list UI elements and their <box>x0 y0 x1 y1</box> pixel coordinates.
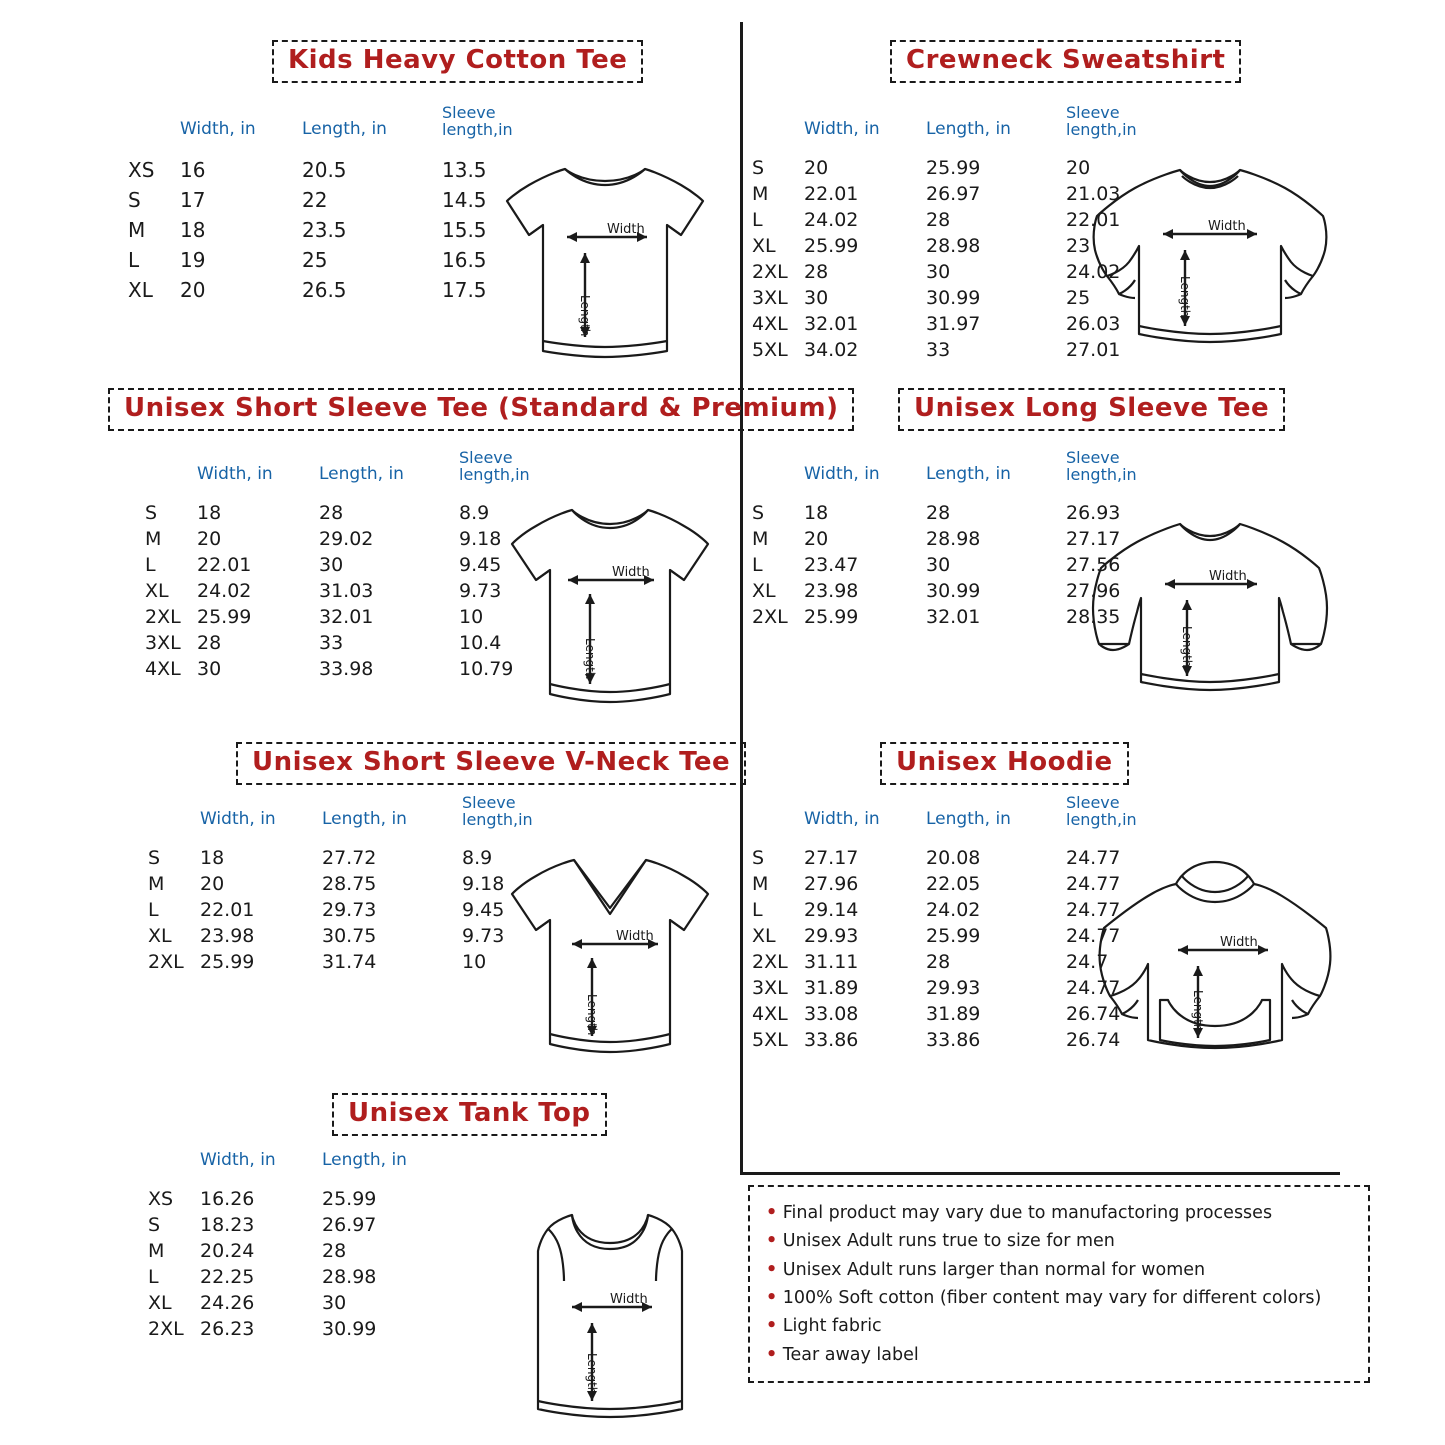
cell-width: 20 <box>804 156 829 179</box>
cell-length: 31.89 <box>926 1002 981 1025</box>
cell-sleeve: 27.96 <box>1066 579 1121 602</box>
cell-size: L <box>752 553 763 576</box>
cell-size: L <box>148 898 159 921</box>
cell-width: 22.01 <box>804 182 859 205</box>
cell-length: 32.01 <box>319 605 374 628</box>
col-width: Width, in <box>200 1150 276 1170</box>
cell-sleeve: 27.17 <box>1066 527 1121 550</box>
col-size <box>752 105 804 155</box>
bullet-icon: • <box>766 1288 778 1309</box>
cell-length: 25 <box>302 247 328 272</box>
bullet-icon: • <box>766 1316 778 1337</box>
cell-length: 28 <box>926 208 951 231</box>
cell-length: 20.08 <box>926 846 981 869</box>
col-size <box>148 795 200 845</box>
cell-length: 33 <box>319 631 344 654</box>
cell-length: 29.02 <box>319 527 374 550</box>
table-row <box>148 1264 462 1290</box>
cell-size: 5XL <box>752 338 788 361</box>
diagram-label-width: Width <box>612 565 650 580</box>
col-sleeve-length <box>459 450 569 500</box>
cell-size: 5XL <box>752 1028 788 1051</box>
bullet-icon: • <box>766 1344 778 1365</box>
table-row <box>148 1316 462 1342</box>
garment-illustration-v-neck-tee <box>500 848 720 1063</box>
cell-sleeve: 28.35 <box>1066 605 1121 628</box>
table-row <box>148 1290 462 1316</box>
cell-sleeve: 24.77 <box>1066 976 1121 999</box>
cell-length: 26.5 <box>302 277 347 302</box>
size-table-kids-heavy-cotton-tee <box>128 105 552 305</box>
cell-length: 28.98 <box>926 234 981 257</box>
cell-width: 16.26 <box>200 1187 255 1210</box>
bullet-icon: • <box>766 1259 778 1280</box>
cell-sleeve: 14.5 <box>442 187 487 212</box>
section-title-unisex-tank-top: Unisex Tank Top <box>332 1093 607 1136</box>
cell-width: 23.47 <box>804 553 859 576</box>
table-header-row <box>145 450 569 500</box>
cell-length: 28.98 <box>926 527 981 550</box>
cell-width: 20 <box>197 527 222 550</box>
cell-sleeve: 16.5 <box>442 247 487 272</box>
cell-width: 20 <box>180 277 206 302</box>
cell-sleeve: 13.5 <box>442 157 487 182</box>
col-sleeve-length-label: Sleeve length,in <box>462 793 533 829</box>
cell-size: L <box>145 553 156 576</box>
cell-sleeve: 10 <box>459 605 484 628</box>
cell-width: 24.02 <box>804 208 859 231</box>
col-length: Length, in <box>926 118 1011 139</box>
table-header-row <box>128 105 552 155</box>
cell-length: 22 <box>302 187 328 212</box>
cell-sleeve: 27.56 <box>1066 553 1121 576</box>
note-text: Unisex Adult runs larger than normal for women <box>782 1259 1206 1280</box>
cell-size: 4XL <box>752 312 788 335</box>
cell-sleeve: 24.77 <box>1066 846 1121 869</box>
cell-length: 30.99 <box>322 1317 377 1340</box>
col-sleeve-length <box>462 795 572 845</box>
diagram-label-length: Length <box>585 1353 599 1395</box>
diagram-label-width: Width <box>607 222 645 237</box>
cell-length: 25.99 <box>926 156 981 179</box>
cell-length: 29.93 <box>926 976 981 999</box>
cell-size: M <box>148 872 165 895</box>
cell-size: 2XL <box>752 950 788 973</box>
col-width: Width, in <box>804 808 880 829</box>
cell-size: 2XL <box>145 605 181 628</box>
col-length: Length, in <box>322 808 407 829</box>
col-sleeve-length-label: Sleeve length,in <box>1066 103 1137 139</box>
cell-length: 23.5 <box>302 217 347 242</box>
cell-length: 30.99 <box>926 579 981 602</box>
cell-width: 28 <box>197 631 222 654</box>
note-item <box>766 1284 1352 1312</box>
table-header-row <box>752 450 1176 500</box>
cell-width: 18 <box>180 217 206 242</box>
cell-size: XL <box>752 579 776 602</box>
diagram-label-length: Length <box>585 994 599 1036</box>
cell-size: M <box>145 527 162 550</box>
cell-sleeve: 27.01 <box>1066 338 1121 361</box>
cell-width: 32.01 <box>804 312 859 335</box>
cell-size: XL <box>148 924 172 947</box>
col-size <box>128 105 180 155</box>
cell-length: 28 <box>926 950 951 973</box>
cell-sleeve: 24.7 <box>1066 950 1109 973</box>
col-sleeve-length-label: Sleeve length,in <box>1066 793 1137 829</box>
cell-sleeve: 10.4 <box>459 631 502 654</box>
cell-sleeve: 21.03 <box>1066 182 1121 205</box>
section-title-kids-heavy-cotton-tee: Kids Heavy Cotton Tee <box>272 40 643 83</box>
cell-size: L <box>752 208 763 231</box>
col-width: Width, in <box>197 463 273 484</box>
cell-size: XL <box>752 924 776 947</box>
note-text: Light fabric <box>782 1316 882 1337</box>
table-row <box>148 1186 462 1212</box>
col-size <box>148 1152 200 1186</box>
section-title-unisex-hoodie: Unisex Hoodie <box>880 742 1129 785</box>
cell-size: 2XL <box>752 260 788 283</box>
cell-length: 29.73 <box>322 898 377 921</box>
note-text: 100% Soft cotton (fiber content may vary for different colors) <box>782 1288 1322 1309</box>
table-row <box>128 215 552 245</box>
cell-size: S <box>752 501 765 524</box>
cell-size: 2XL <box>148 950 184 973</box>
note-text: Unisex Adult runs true to size for men <box>782 1231 1115 1252</box>
cell-width: 18.23 <box>200 1213 255 1236</box>
cell-width: 22.01 <box>200 898 255 921</box>
diagram-label-width: Width <box>610 1292 648 1307</box>
cell-length: 30 <box>926 260 951 283</box>
cell-width: 25.99 <box>197 605 252 628</box>
diagram-label-length: Length <box>583 638 597 680</box>
cell-size: S <box>752 846 765 869</box>
diagram-label-width: Width <box>1220 935 1258 950</box>
cell-length: 30.99 <box>926 286 981 309</box>
diagram-label-width: Width <box>616 929 654 944</box>
cell-sleeve: 8.9 <box>459 501 490 524</box>
cell-width: 24.26 <box>200 1291 255 1314</box>
col-sleeve-length-label: Sleeve length,in <box>442 103 513 139</box>
cell-width: 19 <box>180 247 206 272</box>
cell-width: 26.23 <box>200 1317 255 1340</box>
cell-size: S <box>148 1213 161 1236</box>
cell-length: 33 <box>926 338 951 361</box>
table-row <box>148 1212 462 1238</box>
section-title-unisex-v-neck-tee: Unisex Short Sleeve V-Neck Tee <box>236 742 746 785</box>
cell-length: 26.97 <box>926 182 981 205</box>
cell-size: XL <box>752 234 776 257</box>
notes-box <box>748 1185 1370 1383</box>
vertical-divider <box>740 22 743 1172</box>
diagram-label-width: Width <box>1208 219 1246 234</box>
cell-width: 34.02 <box>804 338 859 361</box>
cell-width: 31.89 <box>804 976 859 999</box>
cell-length: 27.72 <box>322 846 377 869</box>
cell-length: 31.03 <box>319 579 374 602</box>
cell-length: 24.02 <box>926 898 981 921</box>
table-row <box>128 245 552 275</box>
garment-illustration-kids-tee <box>495 155 715 365</box>
cell-width: 33.08 <box>804 1002 859 1025</box>
cell-length: 33.98 <box>319 657 374 680</box>
section-title-unisex-short-sleeve-tee: Unisex Short Sleeve Tee (Standard & Premium) <box>108 388 854 431</box>
cell-length: 28 <box>926 501 951 524</box>
col-sleeve-length-label: Sleeve length,in <box>459 448 530 484</box>
cell-width: 24.02 <box>197 579 252 602</box>
cell-width: 20 <box>804 527 829 550</box>
garment-illustration-hoodie <box>1090 850 1340 1065</box>
note-item <box>766 1227 1352 1255</box>
table-row <box>128 155 552 185</box>
table-header-row <box>752 105 1176 155</box>
cell-width: 30 <box>197 657 222 680</box>
cell-size: XL <box>128 277 153 302</box>
cell-sleeve: 24.77 <box>1066 898 1121 921</box>
col-length: Length, in <box>926 808 1011 829</box>
cell-width: 33.86 <box>804 1028 859 1051</box>
horizontal-divider <box>740 1172 1340 1175</box>
diagram-label-length: Length <box>1180 626 1194 668</box>
col-width: Width, in <box>200 808 276 829</box>
cell-width: 27.17 <box>804 846 859 869</box>
cell-sleeve: 10.79 <box>459 657 514 680</box>
cell-size: L <box>148 1265 159 1288</box>
diagram-label-length: Length <box>578 295 592 337</box>
col-length: Length, in <box>926 463 1011 484</box>
note-item <box>766 1312 1352 1340</box>
col-size <box>752 795 804 845</box>
cell-sleeve: 20 <box>1066 156 1091 179</box>
cell-size: XL <box>145 579 169 602</box>
cell-length: 30 <box>319 553 344 576</box>
cell-sleeve: 9.73 <box>459 579 502 602</box>
cell-size: 2XL <box>148 1317 184 1340</box>
cell-sleeve: 23 <box>1066 234 1091 257</box>
cell-size: S <box>148 846 161 869</box>
cell-size: XS <box>148 1187 174 1210</box>
garment-illustration-unisex-tee <box>500 498 720 713</box>
cell-sleeve: 8.9 <box>462 846 493 869</box>
cell-width: 29.93 <box>804 924 859 947</box>
col-length: Length, in <box>322 1150 407 1170</box>
cell-length: 25.99 <box>926 924 981 947</box>
cell-sleeve: 24.02 <box>1066 260 1121 283</box>
cell-width: 25.99 <box>200 950 255 973</box>
cell-sleeve: 9.18 <box>459 527 502 550</box>
section-title-crewneck-sweatshirt: Crewneck Sweatshirt <box>890 40 1241 83</box>
col-sleeve-length-label: Sleeve length,in <box>1066 448 1137 484</box>
cell-length: 28.75 <box>322 872 377 895</box>
cell-sleeve: 9.73 <box>462 924 505 947</box>
cell-width: 27.96 <box>804 872 859 895</box>
cell-sleeve: 25 <box>1066 286 1091 309</box>
cell-sleeve: 17.5 <box>442 277 487 302</box>
col-sleeve-length <box>1066 105 1176 155</box>
cell-length: 26.97 <box>322 1213 377 1236</box>
cell-width: 20.24 <box>200 1239 255 1262</box>
cell-width: 23.98 <box>200 924 255 947</box>
col-width: Width, in <box>180 118 256 139</box>
cell-sleeve: 9.45 <box>462 898 505 921</box>
bullet-icon: • <box>766 1231 778 1252</box>
col-length: Length, in <box>302 118 387 139</box>
cell-size: XS <box>128 157 155 182</box>
cell-length: 30 <box>926 553 951 576</box>
cell-sleeve: 24.77 <box>1066 924 1121 947</box>
cell-size: 3XL <box>752 286 788 309</box>
col-size <box>145 450 197 500</box>
cell-size: S <box>145 501 158 524</box>
table-header-row <box>148 795 572 845</box>
table-row <box>128 275 552 305</box>
cell-width: 31.11 <box>804 950 859 973</box>
cell-width: 22.25 <box>200 1265 255 1288</box>
garment-illustration-long-sleeve-tee <box>1085 510 1335 710</box>
cell-size: M <box>752 872 769 895</box>
cell-length: 28 <box>322 1239 347 1262</box>
col-sleeve-length <box>1066 795 1176 845</box>
cell-width: 18 <box>197 501 222 524</box>
cell-size: S <box>752 156 765 179</box>
col-width: Width, in <box>804 463 880 484</box>
table-header-row <box>752 795 1176 845</box>
cell-length: 22.05 <box>926 872 981 895</box>
cell-width: 22.01 <box>197 553 252 576</box>
diagram-label-length: Length <box>1178 276 1192 318</box>
diagram-label-width: Width <box>1209 569 1247 584</box>
cell-width: 20 <box>200 872 225 895</box>
cell-width: 18 <box>804 501 829 524</box>
cell-width: 17 <box>180 187 206 212</box>
note-item <box>766 1341 1352 1369</box>
col-sleeve-length <box>442 105 552 155</box>
note-text: Final product may vary due to manufactoring processes <box>782 1203 1273 1223</box>
note-text: Tear away label <box>782 1344 919 1365</box>
size-table-unisex-tank-top <box>148 1152 462 1342</box>
cell-sleeve: 26.74 <box>1066 1002 1121 1025</box>
cell-sleeve: 24.77 <box>1066 872 1121 895</box>
section-title-unisex-long-sleeve-tee: Unisex Long Sleeve Tee <box>898 388 1285 431</box>
cell-sleeve: 15.5 <box>442 217 487 242</box>
cell-length: 28.98 <box>322 1265 377 1288</box>
cell-size: L <box>752 898 763 921</box>
cell-length: 25.99 <box>322 1187 377 1210</box>
cell-size: M <box>148 1239 165 1262</box>
cell-sleeve: 26.03 <box>1066 312 1121 335</box>
cell-size: 2XL <box>752 605 788 628</box>
diagram-label-length: Length <box>1191 990 1205 1032</box>
note-item <box>766 1256 1352 1284</box>
col-width: Width, in <box>804 118 880 139</box>
cell-sleeve: 22.01 <box>1066 208 1121 231</box>
cell-size: 3XL <box>145 631 181 654</box>
cell-sleeve: 9.18 <box>462 872 505 895</box>
cell-size: M <box>752 182 769 205</box>
table-row <box>148 1238 462 1264</box>
cell-width: 30 <box>804 286 829 309</box>
cell-size: 4XL <box>145 657 181 680</box>
cell-size: S <box>128 187 141 212</box>
cell-length: 33.86 <box>926 1028 981 1051</box>
cell-width: 28 <box>804 260 829 283</box>
table-row <box>128 185 552 215</box>
cell-width: 25.99 <box>804 234 859 257</box>
cell-size: M <box>752 527 769 550</box>
table-header-row <box>148 1152 462 1186</box>
cell-length: 20.5 <box>302 157 347 182</box>
cell-width: 18 <box>200 846 225 869</box>
cell-size: L <box>128 247 140 272</box>
col-length: Length, in <box>319 463 404 484</box>
cell-size: 4XL <box>752 1002 788 1025</box>
cell-size: 3XL <box>752 976 788 999</box>
cell-length: 30 <box>322 1291 347 1314</box>
cell-length: 32.01 <box>926 605 981 628</box>
cell-width: 23.98 <box>804 579 859 602</box>
garment-illustration-tank-top <box>520 1205 700 1425</box>
cell-sleeve: 26.93 <box>1066 501 1121 524</box>
cell-size: M <box>128 217 146 242</box>
bullet-icon: • <box>766 1203 778 1223</box>
cell-sleeve: 10 <box>462 950 487 973</box>
cell-width: 16 <box>180 157 206 182</box>
col-sleeve-length <box>1066 450 1176 500</box>
cell-width: 25.99 <box>804 605 859 628</box>
cell-length: 31.97 <box>926 312 981 335</box>
cell-length: 28 <box>319 501 344 524</box>
cell-sleeve: 9.45 <box>459 553 502 576</box>
cell-length: 31.74 <box>322 950 377 973</box>
cell-length: 30.75 <box>322 924 377 947</box>
cell-size: XL <box>148 1291 172 1314</box>
cell-sleeve: 26.74 <box>1066 1028 1121 1051</box>
cell-width: 29.14 <box>804 898 859 921</box>
garment-illustration-crewneck-sweatshirt <box>1085 158 1335 358</box>
note-item <box>766 1199 1352 1227</box>
col-size <box>752 450 804 500</box>
